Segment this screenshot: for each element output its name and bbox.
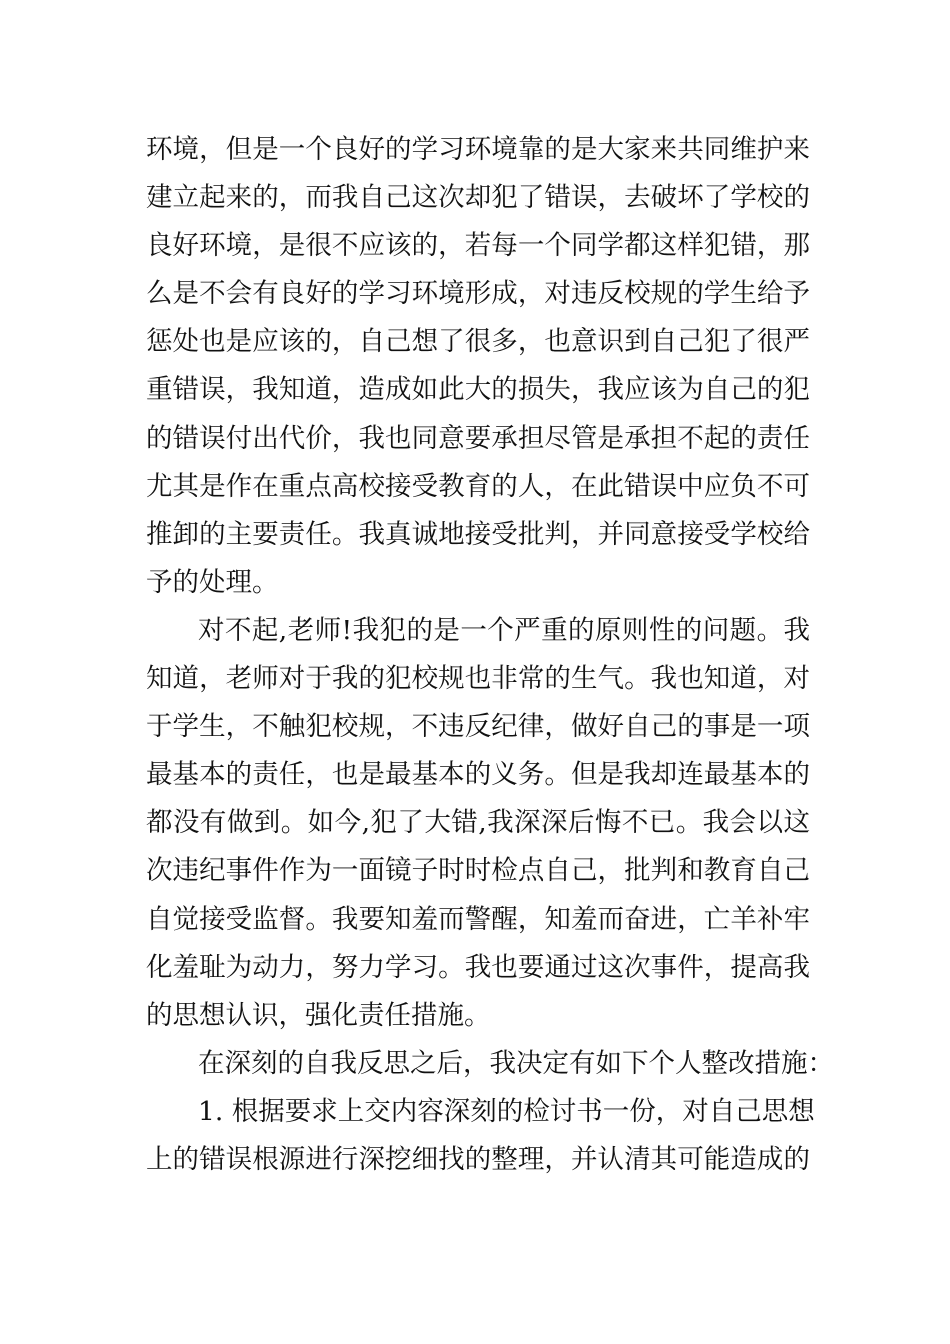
list-item-line: 1. 根据要求上交内容深刻的检讨书一份，对自己思想	[198, 1095, 815, 1127]
paragraph-1	[146, 126, 810, 607]
paragraph-2	[146, 607, 810, 1040]
text-line: 在深刻的自我反思之后，我决定有如下个人整改措施：	[198, 1047, 834, 1079]
text-line: 良好环境，是很不应该的，若每一个同学都这样犯错，那	[146, 230, 810, 262]
text-line: 自觉接受监督。我要知羞而警醒，知羞而奋进，亡羊补牢	[146, 903, 810, 935]
text-line: 惩处也是应该的，自己想了很多，也意识到自己犯了很严	[146, 326, 810, 358]
text-line: 于学生，不触犯校规，不违反纪律，做好自己的事是一项	[146, 711, 810, 743]
text-line: 重错误，我知道，造成如此大的损失，我应该为自己的犯	[146, 374, 810, 406]
text-line: 尤其是作在重点高校接受教育的人，在此错误中应负不可	[146, 470, 810, 502]
text-line: 都没有做到。如今,犯了大错,我深深后悔不已。我会以这	[146, 807, 810, 839]
text-line: 上的错误根源进行深挖细找的整理，并认清其可能造成的	[146, 1143, 810, 1175]
text-line: 最基本的责任，也是最基本的义务。但是我却连最基本的	[146, 759, 810, 791]
paragraph-3	[146, 1040, 834, 1088]
paragraph-4	[146, 1088, 815, 1184]
text-line: 知道，老师对于我的犯校规也非常的生气。我也知道，对	[146, 663, 810, 695]
text-line: 推卸的主要责任。我真诚地接受批判，并同意接受学校给	[146, 518, 810, 550]
text-line: 予的处理。	[146, 566, 279, 598]
text-line: 化羞耻为动力，努力学习。我也要通过这次事件，提高我	[146, 951, 810, 983]
text-line: 建立起来的，而我自己这次却犯了错误，去破坏了学校的	[146, 182, 810, 214]
text-line: 次违纪事件作为一面镜子时时检点自己，批判和教育自己	[146, 855, 810, 887]
text-line: 对不起,老师!我犯的是一个严重的原则性的问题。我	[198, 614, 810, 646]
text-line: 的错误付出代价，我也同意要承担尽管是承担不起的责任	[146, 422, 810, 454]
text-line: 么是不会有良好的学习环境形成，对违反校规的学生给予	[146, 278, 810, 310]
text-line: 环境，但是一个良好的学习环境靠的是大家来共同维护来	[146, 134, 810, 165]
document-body	[146, 126, 834, 1184]
text-line: 的思想认识，强化责任措施。	[146, 999, 491, 1031]
